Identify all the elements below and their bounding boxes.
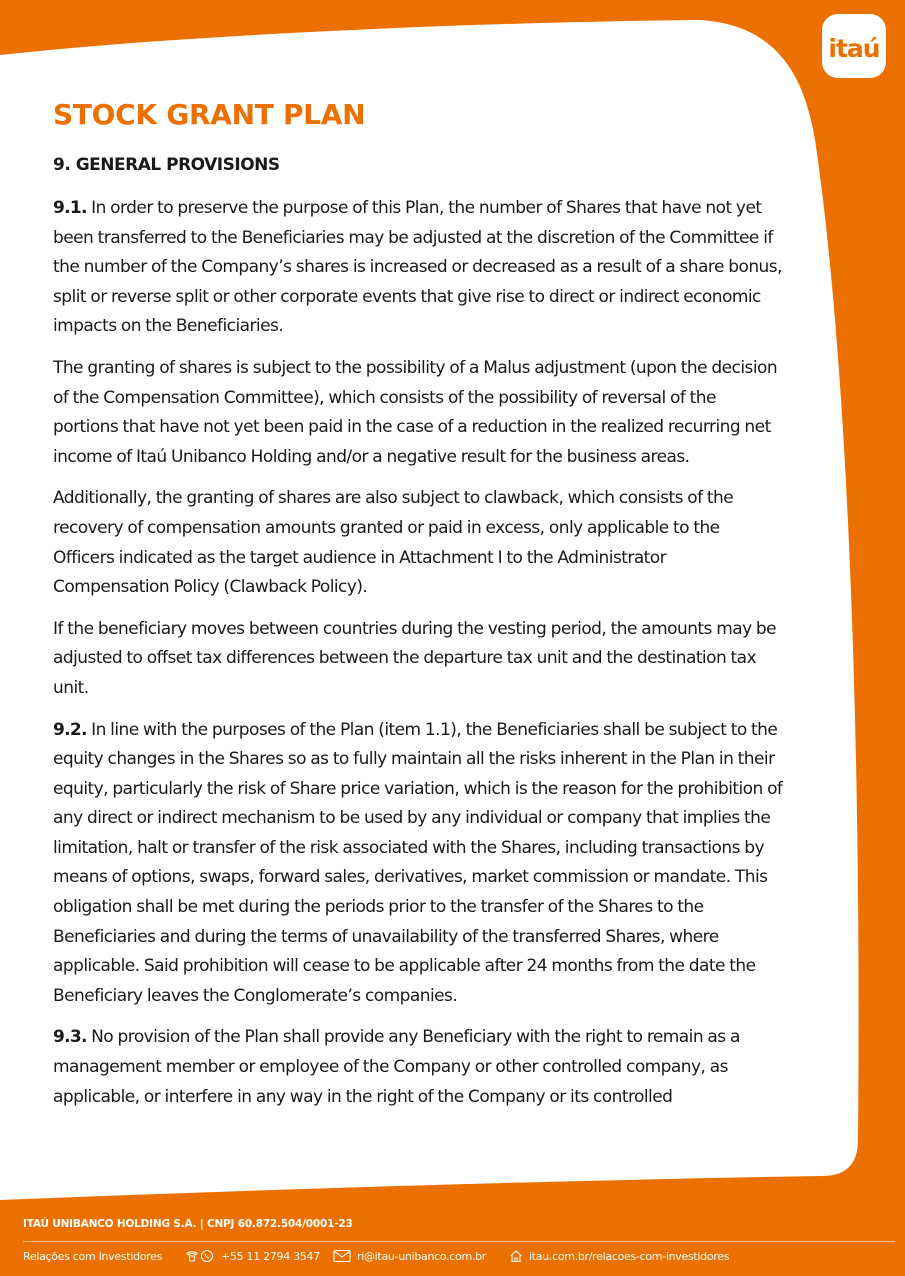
logo-text: itaú: [828, 33, 880, 63]
clause-number: 9.1.: [53, 198, 87, 218]
clause-number: 9.2.: [53, 719, 87, 740]
clause-text: No provision of the Plan shall provide any Beneficiary with the right to remain as a management member or employee of the Company or other controlled company, as applicable, or interfere in any way in the right of the Company or its controlled: [53, 1027, 740, 1107]
paragraph-9-3: [53, 1023, 785, 1112]
paragraph-clawback: Additionally, the granting of shares are also subject to clawback, which consists of the recovery of compensation amounts granted or paid in excess, only applicable to the Officers indicated as the target audience in Attachment I to the Administrator Compensation Policy (Clawback Policy).: [53, 488, 734, 598]
footer-phone[interactable]: [185, 1249, 333, 1263]
paragraph-tax: If the beneficiary moves between countries during the vesting period, the amounts may be adjusted to offset tax differences between the departure tax unit and the destination tax unit.: [53, 618, 777, 698]
page-footer: [23, 1210, 895, 1265]
footer-website[interactable]: [509, 1249, 729, 1263]
email-address: ri@itau-unibanco.com.br: [357, 1249, 486, 1263]
phone-number: +55 11 2794 3547: [221, 1249, 320, 1263]
mail-icon: [333, 1249, 351, 1263]
footer-divider: [23, 1241, 895, 1242]
footer-company: ITAÚ UNIBANCO HOLDING S.A. | CNPJ 60.872.504/0001-23: [23, 1218, 353, 1230]
footer-contacts: [23, 1247, 895, 1265]
footer-email[interactable]: [333, 1249, 509, 1263]
section-heading: 9. GENERAL PROVISIONS: [53, 155, 280, 175]
clause-text: In line with the purposes of the Plan (item 1.1), the Beneficiaries shall be subject to the equity changes in the Shares so as to fully maintain all the risks inherent in the Plan in their equity, particularly the risk of Share price variation, which is the reason for the prohibition of any direct or indirect mechanism to be used by any individual or company that implies the limitation, halt or transfer of the risk associated with the Shares, including transactions by means of options, swaps, forward sales, derivatives, market commission or mandate. This obligation shall be met during the periods prior to the transfer of the Shares to the Beneficiaries and during the terms of unavailability of the transferred Shares, where applicable. Said prohibition will cease to be applicable after 24 months from the date the Beneficiary leaves the Conglomerate’s companies.: [53, 719, 783, 1006]
page-title: STOCK GRANT PLAN: [53, 98, 366, 131]
website-url: itau.com.br/relacoes-com-investidores: [529, 1249, 730, 1263]
clause-text: In order to preserve the purpose of this Plan, the number of Shares that have not yet been transferred to the Beneficiaries may be adjusted at the discretion of the Committee if the number of the Company’s shares is increased or decreased as a result of a share bonus, split or reverse split or other corporate events that give rise to direct or indirect economic impacts on the Beneficiaries.: [53, 198, 782, 337]
paragraph-malus: The granting of shares is subject to the possibility of a Malus adjustment (upon the decision of the Compensation Committee), which consists of the possibility of reversal of the portions that have not yet been paid in the case of a reduction in the realized recurring net income of Itaú Unibanco Holding and/or a negative result for the business areas.: [53, 357, 778, 467]
home-icon: [509, 1249, 523, 1263]
itau-logo: [822, 14, 886, 78]
phone-icon: [185, 1249, 215, 1263]
investor-relations-label: Relações com Investidores: [23, 1249, 163, 1263]
paragraph-9-2: [53, 716, 785, 1012]
paragraph-9-1: [53, 194, 785, 342]
document-body: [53, 96, 785, 1112]
clause-number: 9.3.: [53, 1027, 87, 1048]
